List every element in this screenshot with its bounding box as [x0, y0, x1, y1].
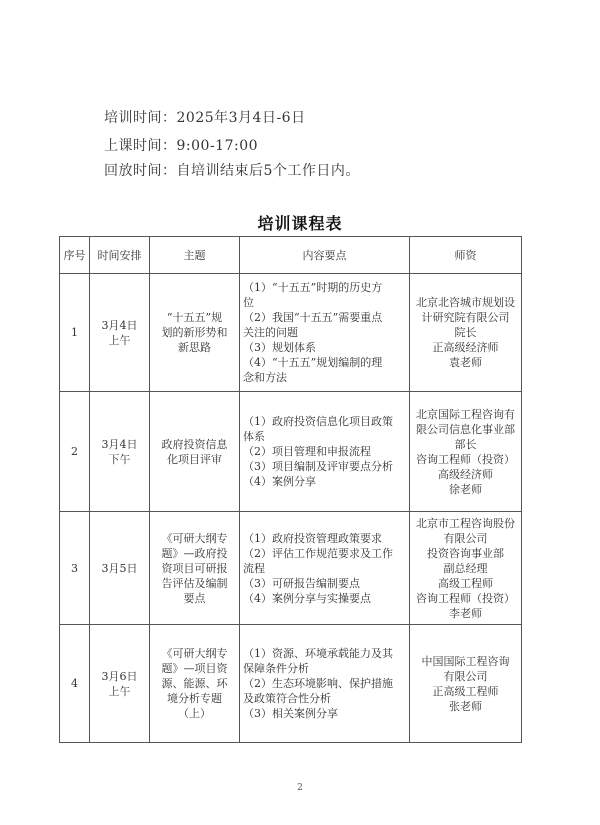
topic-line: 源、能源、环	[161, 677, 228, 690]
teacher-line: 副总经理	[443, 561, 488, 575]
row-topic	[150, 392, 240, 512]
topic-line: 告评估及编制	[161, 576, 228, 590]
content-line: 及政策符合性分析	[243, 692, 331, 705]
class-hours: 上课时间：9:00-17:00	[104, 138, 259, 154]
content-line: 流程	[243, 561, 265, 575]
row-topic	[150, 512, 240, 625]
course-schedule-table	[59, 236, 522, 743]
content-line: 关注的问题	[243, 326, 298, 339]
content-line: （4）“十五五”规划编制的理	[243, 356, 383, 369]
content-line: （4）案例分享与实操要点	[243, 591, 371, 605]
header-content: 内容要点	[240, 237, 410, 274]
content-line: （1）资源、环境承载能力及其	[243, 647, 393, 660]
row-time	[90, 392, 150, 512]
topic-line: 新思路	[178, 341, 211, 354]
teacher-line: 正高级经济师	[432, 341, 499, 354]
content-line: 位	[243, 296, 254, 309]
teacher-line: 咨询工程师（投资）	[416, 591, 515, 605]
row-teacher	[410, 392, 522, 512]
table-title: 培训课程表	[257, 214, 343, 233]
topic-line: 政府投资信息	[161, 437, 228, 451]
row-content	[240, 392, 410, 512]
content-line: （1）“十五五”时期的历史方	[243, 281, 383, 294]
content-line: （1）政府投资管理政策要求	[243, 531, 382, 545]
time-date: 3月4日	[101, 437, 138, 451]
teacher-line: 高级经济师	[438, 467, 493, 481]
row-number: 2	[60, 392, 90, 512]
content-line: 念和方法	[243, 371, 287, 384]
teacher-line: 北京北咨城市规划设	[416, 296, 515, 309]
table-header-row	[60, 237, 522, 274]
teacher-line: 李老师	[449, 606, 482, 620]
row-topic	[150, 274, 240, 392]
teacher-line: 投资咨询事业部	[427, 546, 504, 560]
topic-line: 要点	[183, 591, 206, 605]
row-content	[240, 512, 410, 625]
teacher-line: 计研究院有限公司	[421, 311, 510, 324]
row-topic	[150, 625, 240, 743]
row-teacher	[410, 625, 522, 743]
topic-line: （上）	[178, 707, 211, 720]
row-time	[90, 512, 150, 625]
table-row	[60, 512, 522, 625]
header-teacher: 师资	[410, 237, 522, 274]
teacher-line: 中国国际工程咨询	[421, 654, 510, 668]
teacher-line: 部长	[454, 437, 477, 451]
table-row	[60, 274, 522, 392]
content-line: （2）项目管理和申报流程	[243, 445, 371, 458]
time-date: 3月4日	[101, 318, 138, 332]
header-topic: 主题	[150, 237, 240, 274]
topic-line: 境分析专题	[167, 692, 222, 705]
content-line: （2）生态环境影响、保护措施	[243, 677, 393, 690]
teacher-line: 有限公司	[443, 669, 488, 683]
teacher-line: 有限公司	[443, 531, 488, 545]
content-line: （3）项目编制及评审要点分析	[243, 460, 393, 473]
row-content	[240, 274, 410, 392]
training-dates: 培训时间：2025年3月4日-6日	[104, 110, 306, 126]
content-line: （3）相关案例分享	[243, 707, 338, 720]
topic-line: 化项目评审	[167, 452, 222, 466]
row-content	[240, 625, 410, 743]
teacher-line: 高级工程师	[438, 576, 493, 590]
time-period: 下午	[108, 452, 131, 466]
row-time	[90, 274, 150, 392]
time-date: 3月6日	[101, 669, 138, 683]
table-row	[60, 392, 522, 512]
row-time	[90, 625, 150, 743]
topic-line: “十五五”规	[166, 311, 223, 324]
row-teacher	[410, 274, 522, 392]
table-row	[60, 625, 522, 743]
teacher-line: 袁老师	[449, 356, 482, 369]
teacher-line: 院长	[454, 326, 477, 339]
teacher-line: 徐老师	[449, 482, 482, 496]
time-date: 3月5日	[101, 561, 138, 575]
row-number: 3	[60, 512, 90, 625]
header-no: 序号	[60, 237, 90, 274]
page-number: 2	[297, 783, 303, 793]
teacher-line: 北京国际工程咨询有	[416, 407, 515, 421]
topic-line: 题》—政府投	[161, 546, 228, 560]
topic-line: 《可研大纲专	[161, 531, 228, 545]
teacher-line: 限公司信息化事业部	[416, 422, 515, 436]
replay-period: 回放时间：自培训结束后5个工作日内。	[104, 163, 360, 179]
content-line: （3）规划体系	[243, 341, 316, 354]
header-time: 时间安排	[90, 237, 150, 274]
time-period: 上午	[108, 684, 131, 698]
content-line: （2）评估工作规范要求及工作	[243, 546, 393, 560]
content-line: （1）政府投资信息化项目政策	[243, 415, 393, 428]
row-number: 4	[60, 625, 90, 743]
topic-line: 题》—项目资	[161, 662, 228, 675]
topic-line: 划的新形势和	[161, 326, 228, 339]
time-period: 上午	[108, 333, 131, 347]
content-line: （4）案例分享	[243, 475, 316, 488]
row-teacher	[410, 512, 522, 625]
topic-line: 《可研大纲专	[161, 647, 228, 660]
teacher-line: 张老师	[449, 699, 482, 713]
content-line: （3）可研报告编制要点	[243, 576, 360, 590]
topic-line: 资项目可研报	[161, 561, 228, 575]
teacher-line: 正高级工程师	[432, 684, 499, 698]
content-line: （2）我国“十五五”需要重点	[243, 311, 383, 324]
teacher-line: 咨询工程师（投资）	[416, 452, 515, 466]
row-number: 1	[60, 274, 90, 392]
content-line: 体系	[243, 430, 265, 443]
teacher-line: 北京市工程咨询股份	[416, 516, 515, 530]
content-line: 保障条件分析	[243, 662, 309, 675]
